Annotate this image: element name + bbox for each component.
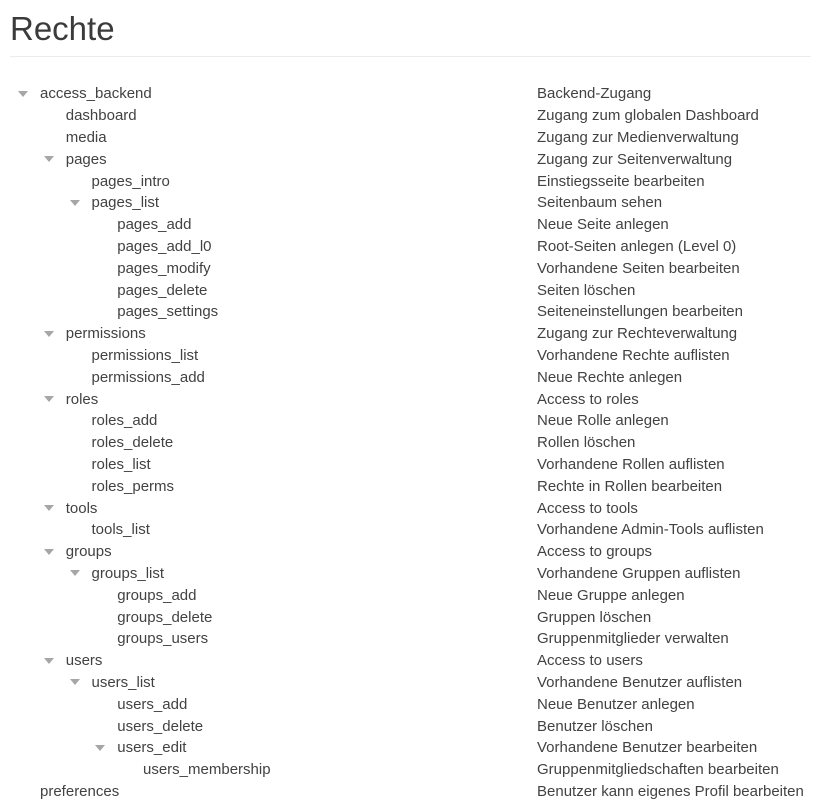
permission-key[interactable]: dashboard (65, 107, 137, 125)
tree-row-roles_add (10, 410, 811, 432)
tree-cell (10, 412, 537, 429)
tree-cell (10, 391, 537, 408)
permission-key[interactable]: users_list (91, 673, 155, 691)
tree-row-permissions (10, 323, 811, 345)
permission-key[interactable]: pages (65, 150, 107, 168)
permission-key[interactable]: pages_intro (91, 172, 170, 190)
permission-key[interactable]: groups (65, 543, 112, 561)
tree-row-users (10, 650, 811, 672)
tree-row-users_delete (10, 715, 811, 737)
tree-row-access_backend (10, 83, 811, 105)
collapse-triangle-down-icon[interactable] (44, 396, 54, 402)
permission-key[interactable]: permissions (65, 325, 146, 343)
permission-description: Vorhandene Gruppen auflisten (537, 564, 741, 582)
collapse-triangle-down-icon[interactable] (44, 658, 54, 664)
permission-key[interactable]: roles_perms (91, 477, 175, 495)
permission-key[interactable]: preferences (40, 782, 120, 800)
permission-description: Seiteneinstellungen bearbeiten (537, 303, 743, 321)
tree-row-users_add (10, 693, 811, 715)
tree-row-pages_intro (10, 170, 811, 192)
permission-key[interactable]: groups_add (117, 586, 197, 604)
permission-description: Zugang zur Rechteverwaltung (537, 325, 738, 343)
tree-cell (10, 85, 537, 102)
permission-key[interactable]: permissions_add (91, 368, 205, 386)
collapse-triangle-down-icon[interactable] (95, 745, 105, 751)
tree-cell (10, 565, 537, 582)
permission-key[interactable]: pages_settings (117, 303, 219, 321)
tree-row-roles_list (10, 454, 811, 476)
icon-slot (40, 549, 66, 555)
icon-slot (66, 679, 92, 685)
permission-description: Seiten löschen (537, 281, 636, 299)
icon-slot (40, 331, 66, 337)
tree-cell (10, 282, 537, 299)
tree-cell (10, 478, 537, 495)
tree-row-permissions_list (10, 345, 811, 367)
tree-cell (10, 587, 537, 604)
permission-key[interactable]: access_backend (40, 85, 152, 103)
permission-description: Root-Seiten anlegen (Level 0) (537, 237, 737, 255)
icon-slot (40, 396, 66, 402)
tree-row-roles_perms (10, 475, 811, 497)
permission-key[interactable]: permissions_list (91, 346, 199, 364)
permission-description: Gruppenmitglieder verwalten (537, 630, 729, 648)
tree-row-users_membership (10, 759, 811, 781)
collapse-triangle-down-icon[interactable] (44, 156, 54, 162)
tree-row-preferences (10, 781, 811, 803)
permission-key[interactable]: tools_list (91, 521, 150, 539)
tree-cell (10, 718, 537, 735)
tree-cell (10, 434, 537, 451)
collapse-triangle-down-icon[interactable] (44, 505, 54, 511)
permission-description: Zugang zum globalen Dashboard (537, 107, 759, 125)
permission-description: Vorhandene Rollen auflisten (537, 455, 725, 473)
icon-slot (14, 91, 40, 97)
tree-cell (10, 347, 537, 364)
tree-cell (10, 500, 537, 517)
tree-cell (10, 216, 537, 233)
permission-description: Neue Rechte anlegen (537, 368, 683, 386)
icon-slot (40, 156, 66, 162)
permission-key[interactable]: groups_users (117, 630, 209, 648)
tree-cell (10, 325, 537, 342)
permission-key[interactable]: roles_add (91, 412, 158, 430)
tree-row-roles (10, 388, 811, 410)
tree-row-users_list (10, 672, 811, 694)
permission-description: Neue Benutzer anlegen (537, 695, 695, 713)
tree-row-roles_delete (10, 432, 811, 454)
tree-row-pages_settings (10, 301, 811, 323)
permission-key[interactable]: pages_delete (117, 281, 208, 299)
permission-description: Vorhandene Seiten bearbeiten (537, 259, 740, 277)
permission-key[interactable]: tools (65, 499, 98, 517)
tree-row-pages_modify (10, 257, 811, 279)
permission-description: Rechte in Rollen bearbeiten (537, 477, 723, 495)
permission-key[interactable]: pages_modify (117, 259, 211, 277)
tree-row-users_edit (10, 737, 811, 759)
permission-description: Vorhandene Rechte auflisten (537, 346, 730, 364)
permission-key[interactable]: media (65, 128, 107, 146)
tree-row-pages_list (10, 192, 811, 214)
permission-description: Vorhandene Benutzer auflisten (537, 673, 743, 691)
tree-row-pages (10, 148, 811, 170)
permission-key[interactable]: roles (65, 390, 99, 408)
permission-description: Gruppenmitgliedschaften bearbeiten (537, 761, 779, 779)
page-title: Rechte (10, 10, 115, 47)
permission-description: Benutzer kann eigenes Profil bearbeiten (537, 782, 804, 800)
tree-cell (10, 129, 537, 146)
permission-description: Access to tools (537, 499, 638, 517)
tree-row-groups (10, 541, 811, 563)
permission-description: Access to groups (537, 543, 653, 561)
collapse-triangle-down-icon[interactable] (70, 679, 80, 685)
tree-cell (10, 521, 537, 538)
tree-row-pages_delete (10, 279, 811, 301)
tree-cell (10, 696, 537, 713)
permission-key[interactable]: roles_delete (91, 434, 174, 452)
permission-description: Gruppen löschen (537, 608, 652, 626)
permission-key[interactable]: users_edit (117, 739, 187, 757)
tree-cell (10, 107, 537, 124)
permission-description: Access to users (537, 652, 643, 670)
tree-row-tools (10, 497, 811, 519)
tree-cell (10, 151, 537, 168)
permission-key[interactable]: pages_list (91, 194, 160, 212)
tree-cell (10, 194, 537, 211)
tree-row-groups_delete (10, 606, 811, 628)
permission-description: Neue Seite anlegen (537, 216, 669, 234)
permission-key[interactable]: roles_list (91, 455, 151, 473)
tree-cell (10, 456, 537, 473)
icon-slot (66, 570, 92, 576)
tree-cell (10, 369, 537, 386)
permission-key[interactable]: users_add (117, 695, 188, 713)
icon-slot (40, 658, 66, 664)
tree-cell (10, 739, 537, 756)
permission-key[interactable]: groups_list (91, 564, 165, 582)
tree-row-dashboard (10, 105, 811, 127)
permission-key[interactable]: users_delete (117, 717, 204, 735)
collapse-triangle-down-icon[interactable] (44, 331, 54, 337)
header-divider (10, 56, 811, 57)
tree-row-media (10, 127, 811, 149)
tree-row-pages_add_l0 (10, 236, 811, 258)
permission-description: Einstiegsseite bearbeiten (537, 172, 705, 190)
tree-cell (10, 260, 537, 277)
tree-cell (10, 783, 537, 800)
permission-description: Vorhandene Benutzer bearbeiten (537, 739, 758, 757)
permission-description: Backend-Zugang (537, 85, 652, 103)
permission-description: Benutzer löschen (537, 717, 653, 735)
tree-cell (10, 303, 537, 320)
icon-slot (66, 200, 92, 206)
collapse-triangle-down-icon[interactable] (18, 91, 28, 97)
collapse-triangle-down-icon[interactable] (70, 200, 80, 206)
permission-description: Seitenbaum sehen (537, 194, 663, 212)
icon-slot (40, 505, 66, 511)
permission-description: Vorhandene Admin-Tools auflisten (537, 521, 764, 539)
tree-row-groups_users (10, 628, 811, 650)
tree-cell (10, 609, 537, 626)
permission-key[interactable]: pages_add_l0 (117, 237, 212, 255)
permission-description: Access to roles (537, 390, 639, 408)
tree-row-groups_list (10, 563, 811, 585)
collapse-triangle-down-icon[interactable] (70, 570, 80, 576)
tree-cell (10, 674, 537, 691)
tree-cell (10, 630, 537, 647)
icon-slot (91, 745, 117, 751)
tree-cell (10, 173, 537, 190)
permission-key[interactable]: users (65, 652, 103, 670)
tree-cell (10, 761, 537, 778)
permission-key[interactable]: users_membership (143, 761, 271, 779)
permission-description: Zugang zur Medienverwaltung (537, 128, 739, 146)
permission-key[interactable]: groups_delete (117, 608, 213, 626)
tree-row-permissions_add (10, 366, 811, 388)
permissions-tree (10, 83, 811, 802)
tree-cell (10, 238, 537, 255)
tree-row-tools_list (10, 519, 811, 541)
permission-description: Zugang zur Seitenverwaltung (537, 150, 733, 168)
tree-row-pages_add (10, 214, 811, 236)
collapse-triangle-down-icon[interactable] (44, 549, 54, 555)
tree-row-groups_add (10, 584, 811, 606)
permission-key[interactable]: pages_add (117, 216, 192, 234)
tree-cell (10, 543, 537, 560)
permission-description: Rollen löschen (537, 434, 636, 452)
permission-description: Neue Gruppe anlegen (537, 586, 685, 604)
permission-description: Neue Rolle anlegen (537, 412, 669, 430)
tree-cell (10, 652, 537, 669)
